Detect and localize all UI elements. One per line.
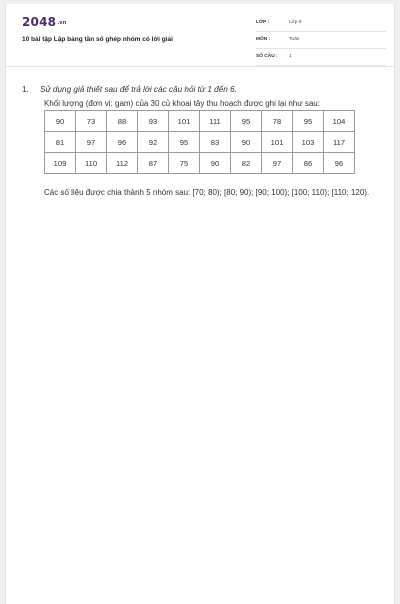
- meta-value-count: 1: [289, 54, 292, 59]
- table-row: [45, 111, 355, 132]
- document-meta: [256, 16, 386, 67]
- meta-value-grade: Lớp 9: [289, 20, 302, 25]
- table-cell: 81: [45, 132, 76, 153]
- table-row: [45, 132, 355, 153]
- table-cell: 97: [262, 153, 293, 174]
- table-cell: 90: [45, 111, 76, 132]
- document-header: [6, 4, 394, 67]
- table-cell: 90: [231, 132, 262, 153]
- table-cell: 87: [138, 153, 169, 174]
- document-sheet: [5, 4, 395, 604]
- table-cell: 96: [107, 132, 138, 153]
- logo-text: 2048: [22, 15, 57, 29]
- table-cell: 103: [293, 132, 324, 153]
- table-cell: 75: [169, 153, 200, 174]
- logo-suffix: .vn: [57, 19, 67, 26]
- table-cell: 95: [293, 111, 324, 132]
- site-logo[interactable]: [22, 15, 67, 29]
- table-cell: 83: [200, 132, 231, 153]
- question-subintro: Khối lượng (đơn vị: gam) của 30 củ khoai tây thu hoạch được ghi lại như sau:: [44, 99, 320, 108]
- table-cell: 73: [76, 111, 107, 132]
- question-intro: Sử dụng giả thiết sau để trả lời các câu hỏi từ 1 đến 6.: [40, 85, 237, 94]
- table-cell: 82: [231, 153, 262, 174]
- table-cell: 92: [138, 132, 169, 153]
- data-table: [44, 110, 355, 174]
- meta-row-subject: [256, 33, 386, 49]
- meta-label-grade: LỚP :: [256, 20, 270, 25]
- table-cell: 110: [76, 153, 107, 174]
- table-cell: 93: [138, 111, 169, 132]
- document-title: 10 bài tập Lập bảng tần số ghép nhóm có lời giải: [22, 36, 173, 43]
- table-cell: 86: [293, 153, 324, 174]
- meta-value-subject: Toán: [289, 37, 300, 42]
- table-cell: 78: [262, 111, 293, 132]
- table-cell: 95: [231, 111, 262, 132]
- table-cell: 97: [76, 132, 107, 153]
- table-cell: 117: [324, 132, 355, 153]
- meta-label-subject: MÔN :: [256, 37, 271, 42]
- table-cell: 88: [107, 111, 138, 132]
- table-cell: 109: [45, 153, 76, 174]
- meta-row-grade: [256, 16, 386, 32]
- table-cell: 104: [324, 111, 355, 132]
- table-cell: 112: [107, 153, 138, 174]
- table-row: [45, 153, 355, 174]
- table-cell: 111: [200, 111, 231, 132]
- table-cell: 96: [324, 153, 355, 174]
- table-cell: 95: [169, 132, 200, 153]
- table-cell: 101: [262, 132, 293, 153]
- table-cell: 90: [200, 153, 231, 174]
- meta-label-count: SỐ CÂU :: [256, 54, 278, 59]
- table-cell: 101: [169, 111, 200, 132]
- grouping-note: Các số liệu được chia thành 5 nhóm sau: [70; 80); [80; 90); [90; 100); [100; 110); [110; 120).: [44, 188, 370, 197]
- question-number: 1.: [22, 85, 29, 94]
- meta-row-count: [256, 50, 386, 66]
